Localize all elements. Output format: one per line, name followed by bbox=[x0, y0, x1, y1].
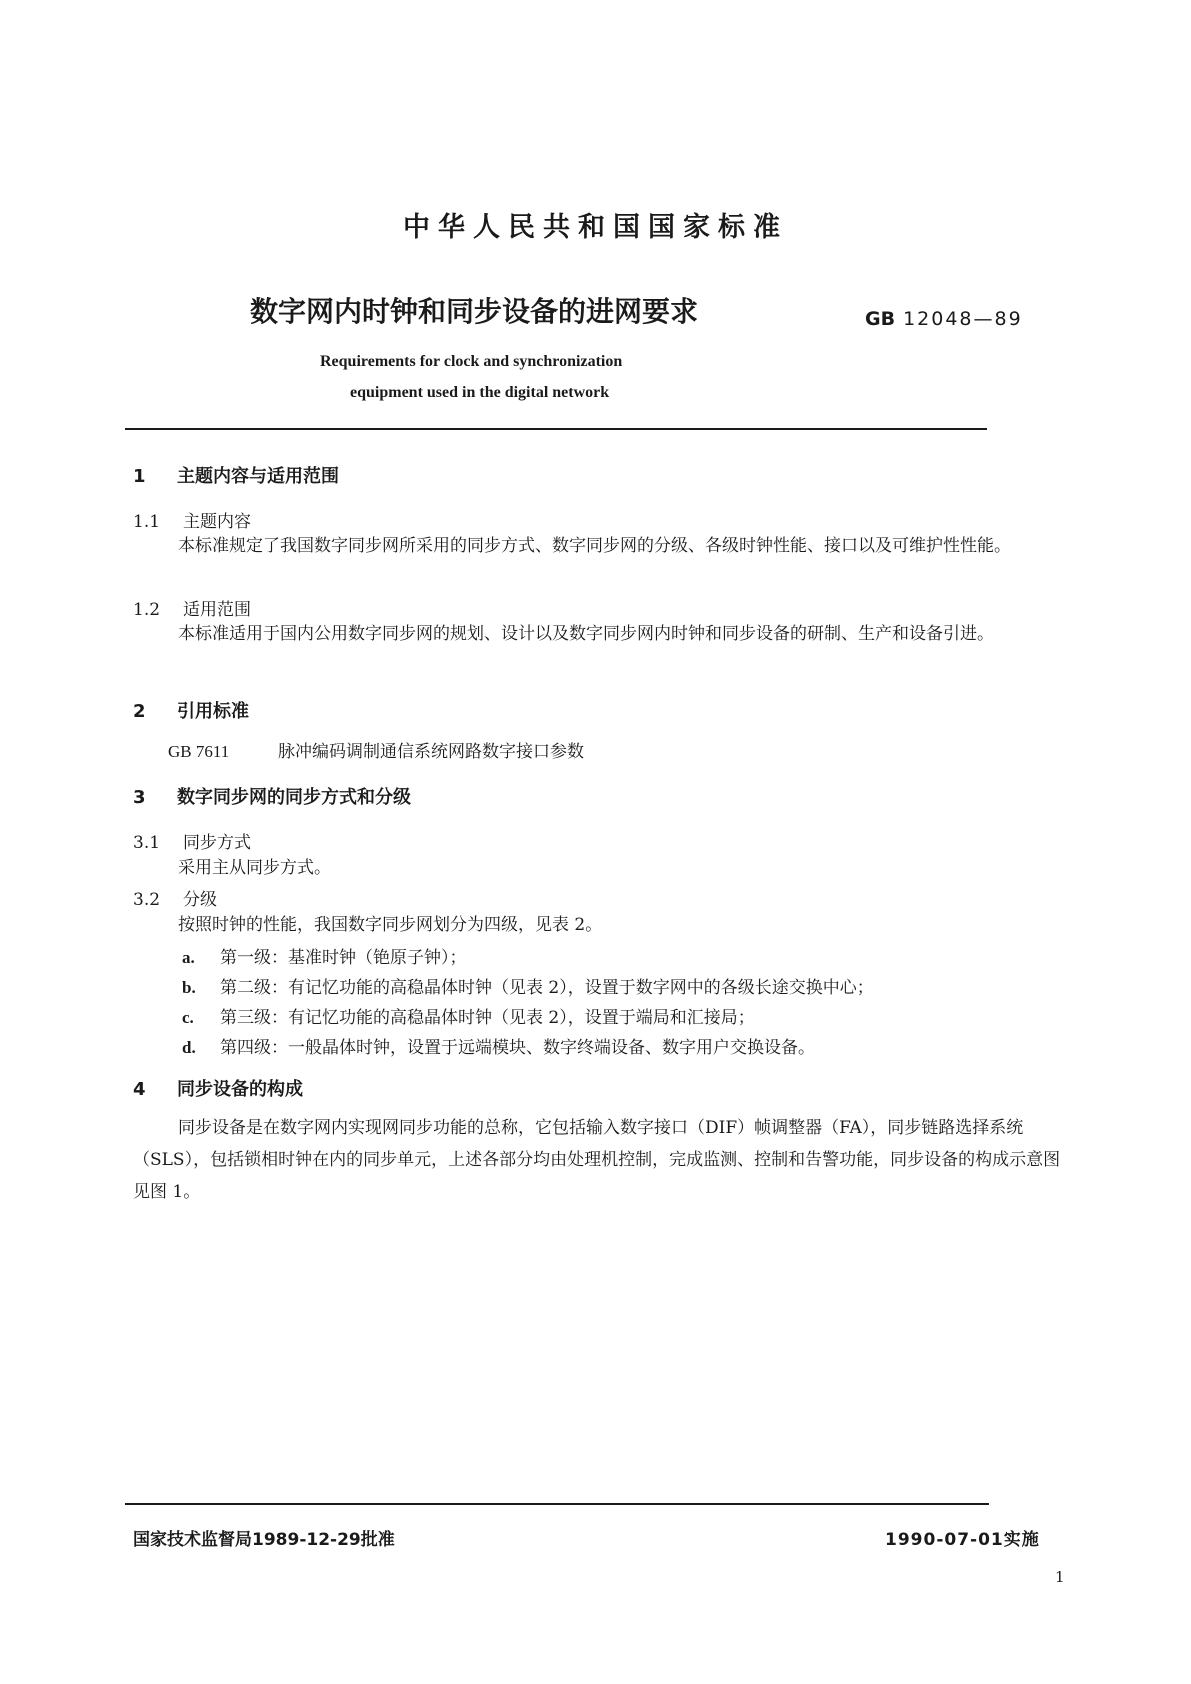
section-1-heading bbox=[133, 462, 339, 488]
list-item bbox=[182, 1003, 755, 1028]
subsection-title: 适用范围 bbox=[183, 600, 251, 620]
subsection-title: 分级 bbox=[183, 890, 217, 910]
subsection-number: 1.2 bbox=[133, 600, 161, 620]
approval-date: 国家技术监督局1989-12-29批准 bbox=[133, 1530, 395, 1550]
section-1-2-text: 本标准适用于国内公用数字同步网的规划、设计以及数字同步网内时钟和同步设备的研制、生产和设备引进。 bbox=[178, 624, 994, 644]
standard-title: 数字网内时钟和同步设备的进网要求 bbox=[250, 295, 699, 328]
english-title-line2: equipment used in the digital network bbox=[350, 384, 610, 401]
section-4-heading bbox=[133, 1075, 303, 1101]
list-item-text: 第三级：有记忆功能的高稳晶体时钟（见表 2），设置于端局和汇接局； bbox=[220, 1008, 755, 1028]
list-item-label: a. bbox=[182, 948, 195, 967]
list-item-label: d. bbox=[182, 1038, 196, 1057]
section-title: 引用标准 bbox=[177, 701, 249, 722]
section-2-heading bbox=[133, 697, 249, 723]
effective-date: 1990-07-01实施 bbox=[885, 1530, 1040, 1550]
list-item-text: 第四级：一般晶体时钟，设置于远端模块、数字终端设备、数字用户交换设备。 bbox=[220, 1038, 815, 1058]
section-1-1-heading bbox=[133, 507, 251, 532]
list-item-label: c. bbox=[182, 1008, 194, 1027]
reference-code: GB 7611 bbox=[168, 742, 230, 761]
subsection-number: 3.2 bbox=[133, 890, 161, 910]
section-1-1-text: 本标准规定了我国数字同步网所采用的同步方式、数字同步网的分级、各级时钟性能、接口以及可维护性性能。 bbox=[178, 536, 1011, 556]
section-title: 数字同步网的同步方式和分级 bbox=[177, 787, 411, 808]
section-3-2-heading bbox=[133, 885, 217, 910]
page-number: 1 bbox=[1055, 1568, 1065, 1586]
standard-number bbox=[865, 308, 1023, 330]
reference-title: 脉冲编码调制通信系统网路数字接口参数 bbox=[278, 742, 584, 762]
header-divider bbox=[125, 428, 987, 430]
list-item-text: 第二级：有记忆功能的高稳晶体时钟（见表 2），设置于数字网中的各级长途交换中心； bbox=[220, 978, 874, 998]
subsection-number: 3.1 bbox=[133, 833, 161, 853]
footer-divider bbox=[125, 1503, 989, 1505]
section-title: 同步设备的构成 bbox=[177, 1079, 303, 1100]
standard-prefix: GB bbox=[865, 308, 896, 330]
national-standard-heading: 中华人民共和国国家标准 bbox=[403, 212, 788, 243]
section-3-2-intro: 按照时钟的性能，我国数字同步网划分为四级，见表 2。 bbox=[178, 915, 603, 935]
subsection-title: 主题内容 bbox=[183, 512, 251, 532]
section-number: 1 bbox=[133, 466, 146, 487]
list-item bbox=[182, 973, 874, 998]
section-number: 3 bbox=[133, 787, 146, 808]
subsection-number: 1.1 bbox=[133, 512, 161, 532]
subsection-title: 同步方式 bbox=[183, 833, 251, 853]
section-number: 4 bbox=[133, 1079, 146, 1100]
referenced-standard bbox=[168, 738, 584, 766]
list-item-text: 第一级：基准时钟（铯原子钟）； bbox=[220, 948, 467, 968]
list-item-label: b. bbox=[182, 978, 196, 997]
english-title-line1: Requirements for clock and synchronization bbox=[320, 353, 623, 370]
section-3-1-heading bbox=[133, 828, 251, 853]
section-4-text: 同步设备是在数字网内实现网同步功能的总称，它包括输入数字接口（DIF）帧调整器（FA），同步链路选择系统（SLS），包括锁相时钟在内的同步单元，上述各部分均由处理机控制，完成监测、控制和告警功能，同步设备的构成示意图见图 1。 bbox=[133, 1118, 1061, 1202]
section-title: 主题内容与适用范围 bbox=[177, 466, 339, 487]
standard-code: 12048—89 bbox=[903, 308, 1023, 330]
list-item bbox=[182, 1033, 815, 1058]
list-item bbox=[182, 943, 467, 968]
section-number: 2 bbox=[133, 701, 146, 722]
section-3-heading bbox=[133, 783, 411, 809]
section-1-2-heading bbox=[133, 595, 251, 620]
section-3-1-text: 采用主从同步方式。 bbox=[178, 858, 331, 878]
